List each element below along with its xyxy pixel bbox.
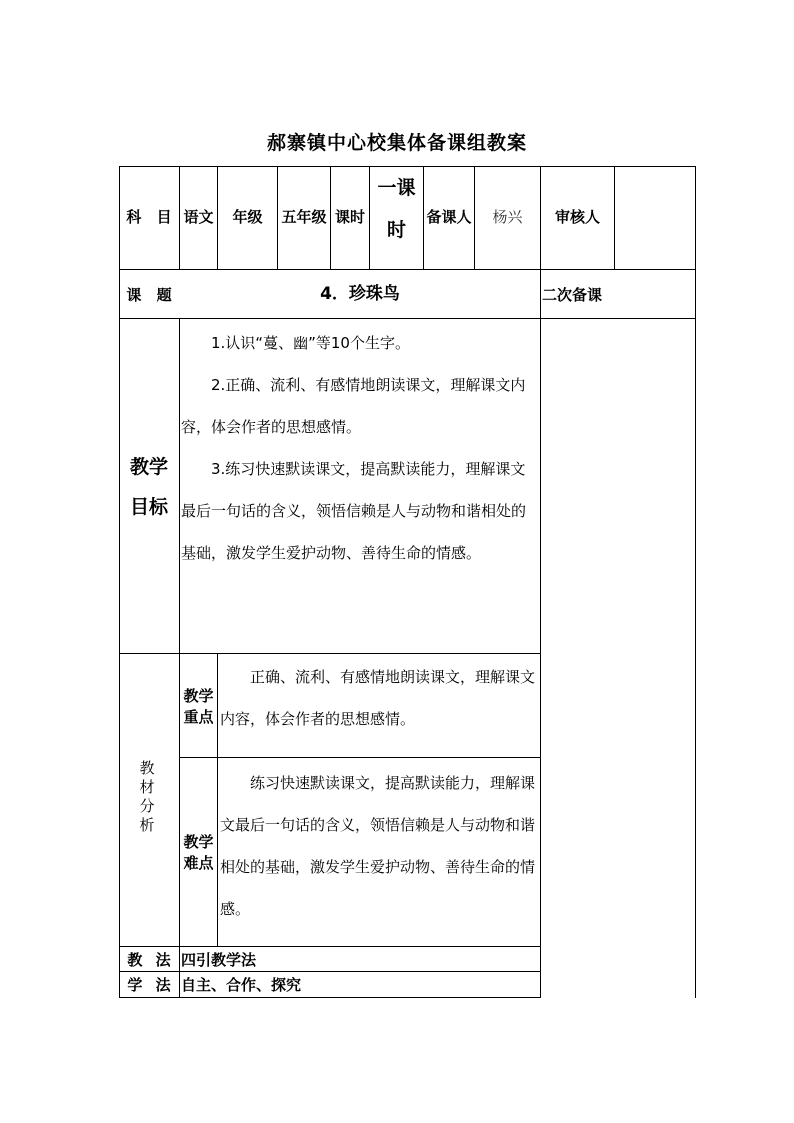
table-rule bbox=[119, 946, 541, 947]
learning-method-value: 自主、合作、探究 bbox=[181, 976, 302, 994]
table-border-top bbox=[119, 166, 696, 167]
table-rule bbox=[540, 166, 541, 998]
learning-method-label: 学 法 bbox=[127, 976, 171, 994]
document-title: 郝寨镇中心校集体备课组教案 bbox=[266, 132, 527, 154]
period-value-line2: 时 bbox=[386, 219, 406, 241]
preparer-value: 杨兴 bbox=[492, 208, 523, 226]
objectives-label-line1: 教学 bbox=[129, 456, 168, 478]
difficult-point-label-line2: 难点 bbox=[183, 854, 214, 872]
reviewer-label: 审核人 bbox=[554, 208, 600, 226]
lesson-label: 课 题 bbox=[126, 286, 172, 304]
objective-item: 1.认识“蔓、幽”等10个生字。 bbox=[211, 334, 410, 352]
teaching-method-label: 教 法 bbox=[127, 951, 171, 969]
subject-label: 科 目 bbox=[126, 208, 172, 226]
key-point-text: 正确、流利、有感情地朗读课文，理解课文内容，体会作者的思想感情。 bbox=[220, 668, 536, 728]
table-rule bbox=[119, 653, 541, 654]
objective-item: 2.正确、流利、有感情地朗读课文，理解课文内容，体会作者的思想感情。 bbox=[181, 376, 526, 436]
subject-value: 语文 bbox=[183, 208, 214, 226]
table-rule bbox=[119, 971, 541, 972]
difficult-point-label-line1: 教学 bbox=[183, 833, 214, 851]
table-rule bbox=[119, 269, 696, 270]
period-label: 课时 bbox=[334, 208, 365, 226]
grade-label: 年级 bbox=[232, 208, 263, 226]
preparer-label: 备课人 bbox=[426, 208, 472, 226]
objectives-label-line2: 目标 bbox=[129, 496, 168, 518]
difficult-point-text: 练习快速默读课文，提高默读能力，理解课文最后一句话的含义，领悟信赖是人与动物和谐相处的基础，激发学生爱护动物、善待生命的情感。 bbox=[220, 774, 536, 918]
analysis-label: 教材分析 bbox=[139, 759, 155, 834]
table-border-left bbox=[119, 166, 120, 998]
teaching-method-value: 四引教学法 bbox=[181, 951, 257, 969]
lesson-name: 4．珍珠鸟 bbox=[320, 284, 400, 304]
table-rule bbox=[179, 318, 180, 998]
table-rule bbox=[119, 318, 696, 319]
table-rule bbox=[217, 653, 218, 947]
table-rule bbox=[179, 757, 541, 758]
period-value-line1: 一课 bbox=[377, 177, 416, 199]
objectives-text bbox=[181, 322, 538, 574]
table-rule bbox=[614, 166, 615, 270]
grade-value: 五年级 bbox=[281, 208, 327, 226]
objective-item: 3.练习快速默读课文，提高默读能力，理解课文最后一句话的含义，领悟信赖是人与动物和谐相处的基础，激发学生爱护动物、善待生命的情感。 bbox=[181, 460, 527, 562]
table-border-bottom bbox=[119, 997, 541, 998]
key-point-label-line1: 教学 bbox=[183, 687, 214, 705]
key-point-label-line2: 重点 bbox=[183, 708, 214, 726]
second-prep-label: 二次备课 bbox=[542, 286, 603, 304]
table-border-right bbox=[695, 166, 696, 998]
